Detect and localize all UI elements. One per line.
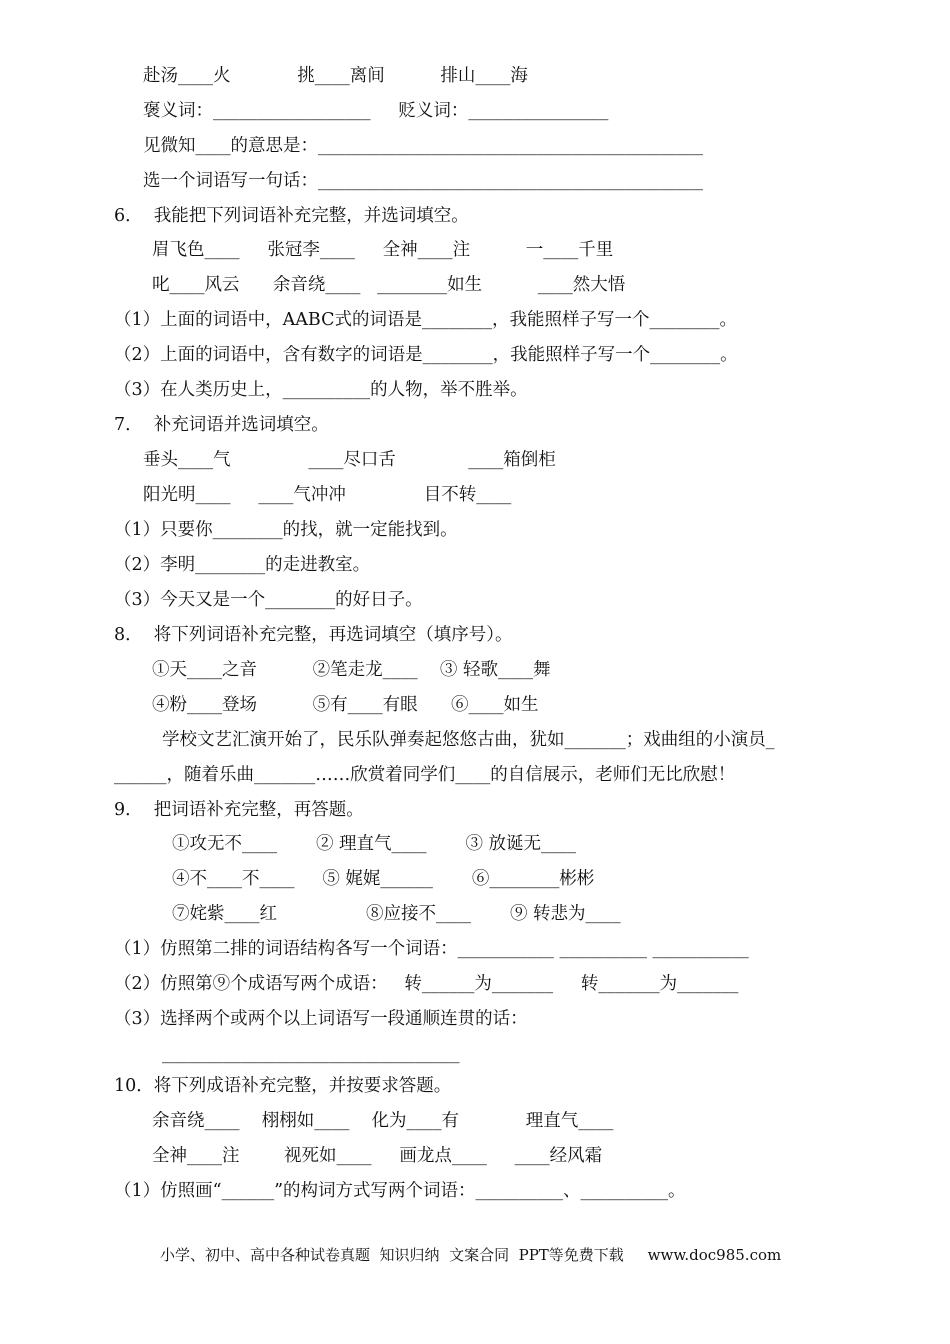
text-line: （1）仿照第二排的词语结构各写一个词语：___________ __________ ___________ [114,939,749,959]
text-line: 学校文艺汇演开始了，民乐队弹奏起悠悠古曲，犹如_______；戏曲组的小演员_ [162,730,775,750]
text-line: （2）上面的词语中，含有数字的词语是________，我能照样子写一个________。 [114,345,738,365]
text-line: 阳光明____ ____气冲冲 目不转____ [143,485,512,505]
text-line: 叱____风云 余音绕____ ________如生 ____然大悟 [152,275,626,295]
text-line: （3）在人类历史上，__________的人物，举不胜举。 [114,380,528,400]
text-line: 余音绕____ 栩栩如____ 化为____有 理直气____ [152,1111,614,1131]
text-line: （1）只要你________的找，就一定能找到。 [114,520,458,540]
question-7-title: 7． 补充词语并选词填空。 [114,415,329,435]
text-line: 选一个词语写一句话：____________________________________________ [143,171,703,191]
text-line: （2）仿照第⑨个成语写两个成语： 转______为_______ 转_______为_______ [114,974,739,994]
text-line: （1）上面的词语中，AABC式的词语是________，我能照样子写一个________。 [114,310,737,330]
text-line: ①天____之音 ②笔走龙____ ③ 轻歌____舞 [152,660,551,680]
question-8-title: 8． 将下列词语补充完整，再选词填空（填序号）。 [114,625,513,645]
footer-text: 小学、初中、高中各种试卷真题 知识归纳 文案合同 PPT等免费下载 www.doc985.com [160,1246,782,1264]
text-line: ④粉____登场 ⑤有____有眼 ⑥____如生 [152,695,539,715]
question-10-title: 10．将下列成语补充完整，并按要求答题。 [114,1076,452,1096]
text-line: （3）选择两个或两个以上词语写一段通顺连贯的话： [114,1009,528,1029]
text-line: 褒义词：__________________ 贬义词：________________ [143,101,609,121]
text-line: （3）今天又是一个________的好日子。 [114,590,423,610]
text-line: 全神____注 视死如____ 画龙点____ ____经风霜 [152,1146,603,1166]
text-line: 垂头____气 ____尽口舌 ____箱倒柜 [143,450,556,470]
text-line: 赴汤____火 挑____离间 排山____海 [143,66,528,86]
text-line: ④不____不____ ⑤ 娓娓______ ⑥________彬彬 [172,869,595,889]
text-line: （1）仿照画“______”的构词方式写两个词语：__________、__________。 [114,1181,686,1201]
text-line: ⑦姹紫____红 ⑧应接不____ ⑨ 转悲为____ [172,904,621,924]
question-6-title: 6． 我能把下列词语补充完整，并选词填空。 [114,206,469,226]
answer-line: __________________________________ [162,1044,460,1064]
text-line: 眉飞色____ 张冠李____ 全神____注 一____千里 [152,240,614,260]
text-line: （2）李明________的走进教室。 [114,555,371,575]
text-line: ______，随着乐曲_______……欣赏着同学们____的自信展示，老师们无比欣慰！ [114,765,736,785]
question-9-title: 9． 把词语补充完整，再答题。 [114,800,364,820]
text-line: 见微知____的意思是：____________________________________________ [143,136,703,156]
text-line: ①攻无不____ ② 理直气____ ③ 放诞无____ [172,834,577,854]
